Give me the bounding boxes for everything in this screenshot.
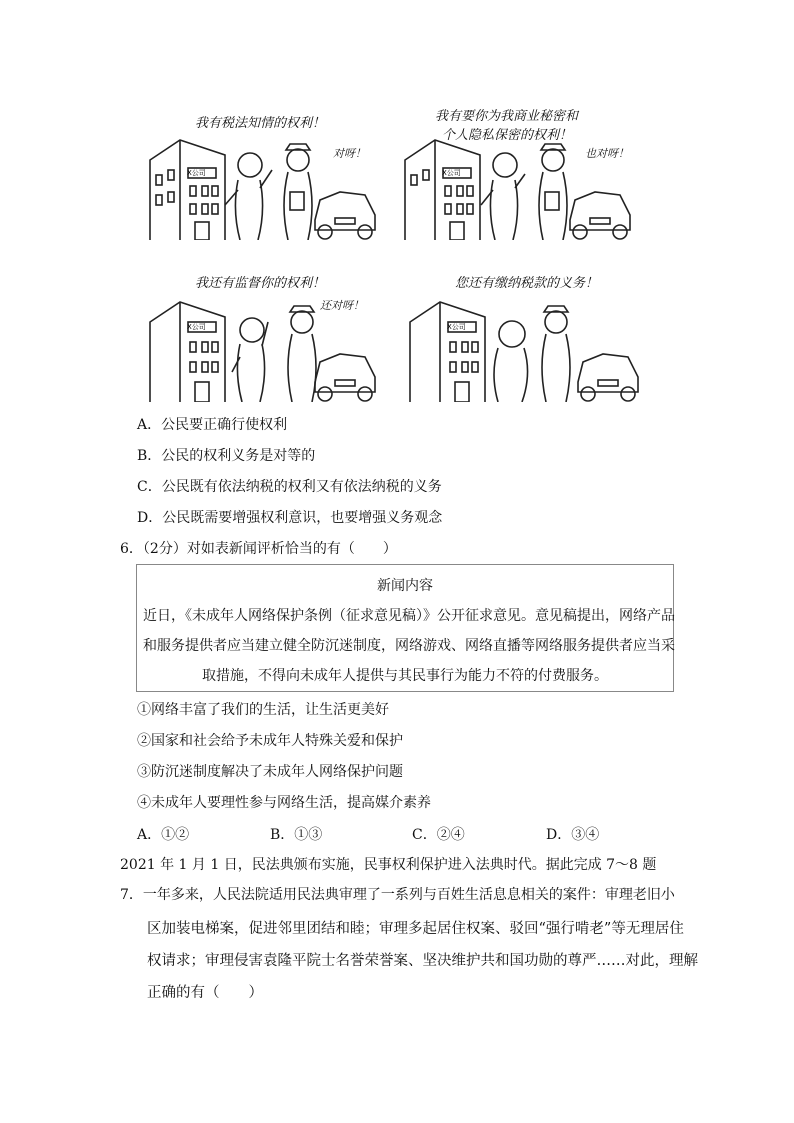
q5-option-d: D．公民既需要增强权利意识，也要增强义务观念	[137, 510, 443, 526]
q6-statement-2: ②国家和社会给予未成年人特殊关爱和保护	[137, 733, 403, 749]
sign-label: X公司	[187, 169, 206, 177]
speech-bubble-4: 您还有缴纳税款的义务！	[455, 276, 599, 291]
q7-line-4: 正确的有（ ）	[147, 985, 263, 1001]
q5-option-b: B．公民的权利义务是对等的	[137, 448, 316, 464]
q6-statement-1: ①网络丰富了我们的生活，让生活更美好	[137, 702, 389, 718]
q5-option-a: A．公民要正确行使权利	[137, 417, 288, 433]
sign-label: X公司	[447, 323, 466, 331]
news-title: 新闻内容	[377, 578, 433, 594]
q6-option-d: D．③④	[546, 827, 600, 843]
q6-stem: 6．（2分）对如表新闻评析恰当的有（ ）	[120, 541, 397, 557]
q6-statement-4: ④未成年人要理性参与网络生活，提高媒介素养	[137, 795, 431, 811]
q7-line-3: 权请求；审理侵害袁隆平院士名誉荣誉案、坚决维护共和国功勋的尊严……对此，理解	[147, 953, 698, 969]
speech-bubble-2-line2: 个人隐私保密的权利！	[442, 128, 573, 143]
q7-line-1: 7．一年多来，人民法院适用民法典审理了一系列与百姓生活息息相关的案件：审理老旧小	[120, 887, 675, 903]
q6-option-c: C．②④	[412, 827, 465, 843]
reply-bubble-2: 也对呀！	[585, 147, 629, 160]
news-line-3: 取措施，不得向未成年人提供与其民事行为能力不符的付费服务。	[202, 668, 608, 684]
reply-bubble-3: 还对呀！	[320, 299, 364, 312]
news-line-1: 近日，《未成年人网络保护条例（征求意见稿）》公开征求意见。意见稿提出，网络产品	[143, 608, 675, 624]
q5-option-c: C．公民既有依法纳税的权利又有依法纳税的义务	[137, 479, 442, 495]
q6-option-a: A．①②	[137, 827, 190, 843]
sign-label: X公司	[187, 323, 206, 331]
sign-label: X公司	[442, 169, 461, 177]
news-line-2: 和服务提供者应当建立健全防沉迷制度，网络游戏、网络直播等网络服务提供者应当采	[143, 638, 675, 654]
speech-bubble-1: 我有税法知情的权利！	[195, 116, 326, 131]
q7-line-2: 区加装电梯案，促进邻里团结和睦；审理多起居住权案、驳回“强行啃老”等无理居住	[147, 921, 684, 937]
news-table	[136, 564, 674, 692]
intro-7-8: 2021 年 1 月 1 日，民法典颁布实施，民事权利保护进入法典时代。据此完成 7～8 题	[120, 857, 657, 873]
speech-bubble-2-line1: 我有要你为我商业秘密和	[435, 109, 579, 124]
q6-statement-3: ③防沉迷制度解决了未成年人网络保护问题	[137, 764, 403, 780]
speech-bubble-3: 我还有监督你的权利！	[195, 276, 326, 291]
q6-option-b: B．①③	[270, 827, 323, 843]
reply-bubble-1: 对呀！	[333, 147, 366, 160]
